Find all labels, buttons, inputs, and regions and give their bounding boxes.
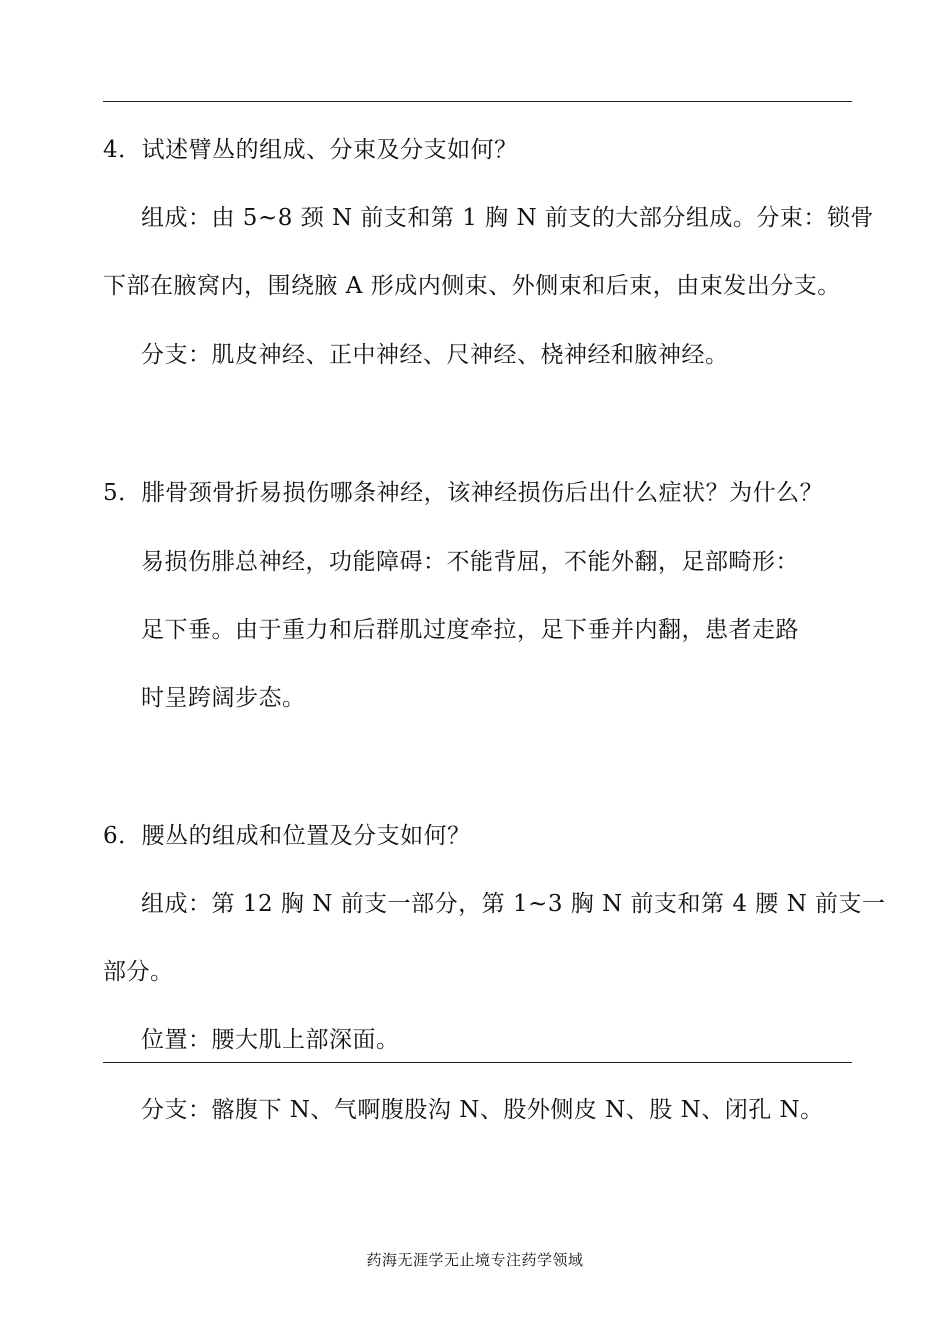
question-6-answer-line-2: 部分。	[103, 959, 174, 985]
question-6-answer-line-1: 组成：第 12 胸 N 前支一部分，第 1~3 胸 N 前支和第 4 腰 N 前支一	[141, 891, 886, 917]
question-4-title: 4．试述臂丛的组成、分束及分支如何？	[103, 137, 518, 163]
question-6-title: 6．腰丛的组成和位置及分支如何？	[103, 823, 471, 849]
top-rule	[103, 101, 852, 102]
question-6-answer-line-3: 位置：腰大肌上部深面。	[141, 1027, 400, 1053]
question-4-answer-line-1: 组成：由 5~8 颈 N 前支和第 1 胸 N 前支的大部分组成。分束：锁骨	[141, 205, 874, 231]
question-5-answer-line-3: 时呈跨阔步态。	[141, 685, 306, 711]
question-5-answer-line-1: 易损伤腓总神经，功能障碍：不能背屈，不能外翻，足部畸形：	[141, 549, 799, 575]
question-4-answer-line-3: 分支：肌皮神经、正中神经、尺神经、桡神经和腋神经。	[141, 342, 729, 368]
question-6-answer-line-4: 分支：髂腹下 N、气啊腹股沟 N、股外侧皮 N、股 N、闭孔 N。	[141, 1097, 824, 1123]
middle-rule	[103, 1062, 852, 1063]
question-4-answer-line-2: 下部在腋窝内，围绕腋 A 形成内侧束、外侧束和后束，由束发出分支。	[103, 273, 841, 299]
question-5-answer-line-2: 足下垂。由于重力和后群肌过度牵拉，足下垂并内翻，患者走路	[141, 617, 799, 643]
question-5-title: 5．腓骨颈骨折易损伤哪条神经，该神经损伤后出什么症状？为什么？	[103, 480, 824, 506]
page-footer: 药海无涯学无止境专注药学领域	[366, 1251, 584, 1269]
